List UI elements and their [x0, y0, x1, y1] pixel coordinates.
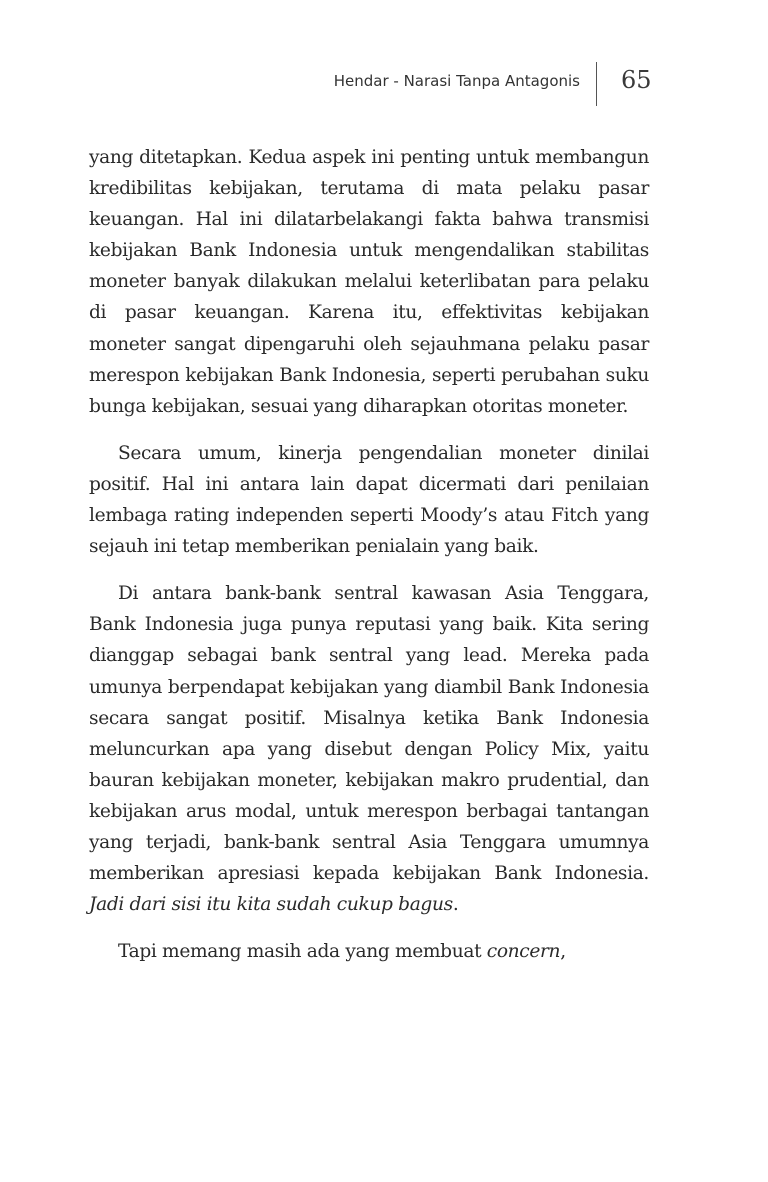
- paragraph-3-text: Di antara bank-bank sentral kawasan Asia Tenggara, Bank Indonesia juga punya reputasi yang baik. Kita sering dianggap sebagai bank sentral yang lead. Mereka pada umunya berpendapat kebijakan yang diambil Bank Indonesia secara sangat positif. Misalnya ketika Bank Indonesia meluncurkan apa yang disebut dengan Policy Mix, yaitu bauran kebijakan moneter, kebijakan makro prudential, dan kebijakan arus modal, untuk merespon berbagai tantangan yang terjadi, bank-bank sentral Asia Tenggara umumnya memberikan apresiasi kepada kebijakan Bank Indonesia.: [89, 583, 649, 885]
- paragraph-4-text: Tapi memang masih ada yang membuat: [118, 941, 487, 963]
- paragraph-4-end: ,: [560, 941, 566, 963]
- paragraph-2: [89, 438, 649, 562]
- page-number: 65: [621, 66, 652, 94]
- header-divider: [596, 62, 597, 106]
- paragraph-4: [89, 936, 649, 967]
- paragraph-2-text: Secara umum, kinerja pengendalian moneter dinilai positif. Hal ini antara lain dapat dicermati dari penilaian lembaga rating independen seperti Moody’s atau Fitch yang sejauh ini tetap memberikan penialain yang baik.: [89, 442, 649, 558]
- paragraph-3-italic: Jadi dari sisi itu kita sudah cukup bagus: [89, 894, 453, 916]
- paragraph-1: [89, 142, 649, 422]
- running-head-title: Hendar - Narasi Tanpa Antagonis: [333, 72, 580, 90]
- paragraph-1-text: yang ditetapkan. Kedua aspek ini penting untuk membangun kredibilitas kebijakan, terutama di mata pelaku pasar keuangan. Hal ini dilatarbelakangi fakta bahwa transmisi kebijakan Bank Indonesia untuk mengendalikan stabilitas moneter banyak dilakukan melalui keterlibatan para pelaku di pasar keuangan. Karena itu, effektivitas kebijakan moneter sangat dipengaruhi oleh sejauhmana pelaku pasar merespon kebijakan Bank Indonesia, seperti perubahan suku bunga kebijakan, sesuai yang diharapkan otoritas moneter.: [89, 147, 649, 417]
- paragraph-4-italic: concern: [486, 941, 561, 963]
- page-header: [0, 62, 768, 108]
- paragraph-3: [89, 578, 649, 920]
- paragraph-3-end: .: [452, 894, 459, 916]
- body-text: [89, 142, 649, 983]
